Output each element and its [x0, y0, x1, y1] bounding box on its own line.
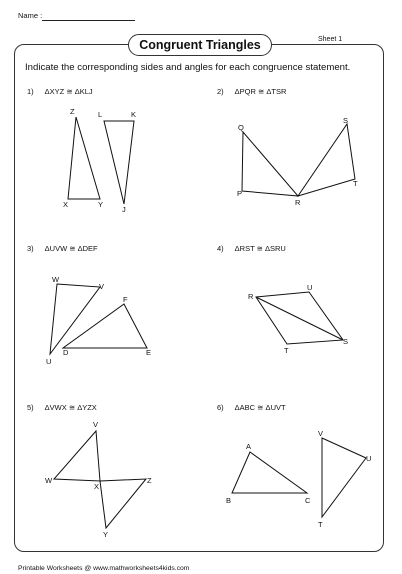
- sheet-number: Sheet 1: [318, 36, 343, 43]
- vertex-label: R: [248, 292, 254, 301]
- triangle-xyz: [68, 117, 100, 199]
- vertex-label: F: [123, 295, 128, 304]
- name-label: Name :: [18, 11, 43, 20]
- vertex-label: C: [305, 496, 311, 505]
- vertex-label: T: [353, 179, 358, 188]
- congruence-statement: ΔABC ≅ ΔUVT: [234, 403, 286, 412]
- congruence-statement: ΔXYZ ≅ ΔKLJ: [44, 87, 93, 96]
- triangle-vwx: [54, 431, 100, 481]
- vertex-label: U: [366, 454, 372, 463]
- triangle-klj: [104, 121, 134, 204]
- vertex-label: E: [146, 348, 152, 357]
- vertex-label: T: [318, 520, 323, 529]
- vertex-label: Y: [98, 200, 104, 209]
- vertex-label: R: [295, 198, 301, 207]
- vertex-label: S: [343, 116, 349, 125]
- footer-credit: Printable Worksheets @ www.mathworksheets4kids.com: [18, 565, 190, 572]
- figure-5: [45, 420, 152, 539]
- vertex-label: T: [284, 346, 289, 355]
- figure-3: [46, 275, 151, 366]
- vertex-label: Y: [103, 530, 109, 539]
- triangle-uvw: [50, 284, 100, 354]
- figure-1: [63, 107, 136, 214]
- vertex-label: U: [307, 283, 313, 292]
- worksheet-title: Congruent Triangles: [128, 34, 272, 56]
- congruence-statement: ΔUVW ≅ ΔDEF: [44, 244, 98, 253]
- vertex-label: W: [52, 275, 60, 284]
- vertex-label: D: [63, 348, 69, 357]
- triangle-pqr: [242, 132, 298, 196]
- problem-number: 4): [217, 244, 224, 253]
- congruence-statement: ΔVWX ≅ ΔYZX: [44, 403, 97, 412]
- vertex-label: J: [122, 205, 126, 214]
- problem-number: 2): [217, 87, 224, 96]
- problem-number: 1): [27, 87, 34, 96]
- vertex-label: S: [343, 337, 349, 346]
- congruence-statement: ΔPQR ≅ ΔTSR: [234, 87, 287, 96]
- problem-number: 6): [217, 403, 224, 412]
- triangle-yzx: [100, 479, 146, 528]
- vertex-label: Z: [70, 107, 75, 116]
- vertex-label: A: [246, 442, 252, 451]
- figure-2: [237, 116, 358, 207]
- vertex-label: X: [63, 200, 69, 209]
- vertex-label: Z: [147, 476, 152, 485]
- triangle-abc: [232, 452, 307, 493]
- triangle-uvt: [322, 438, 366, 517]
- figure-4: [248, 283, 348, 355]
- figure-6: [226, 429, 371, 529]
- vertex-label: L: [98, 110, 103, 119]
- congruence-statement: ΔRST ≅ ΔSRU: [234, 244, 286, 253]
- vertex-label: V: [318, 429, 324, 438]
- vertex-label: W: [45, 476, 53, 485]
- instructions: Indicate the corresponding sides and angles for each congruence statement.: [25, 62, 351, 73]
- vertex-label: V: [93, 420, 99, 429]
- problem-number: 5): [27, 403, 34, 412]
- vertex-label: Q: [238, 123, 244, 132]
- vertex-label: P: [237, 189, 243, 198]
- triangle-tsr: [298, 124, 355, 196]
- triangle-def: [63, 304, 147, 348]
- vertex-label: X: [94, 482, 100, 491]
- problem-number: 3): [27, 244, 34, 253]
- vertex-label: K: [131, 110, 137, 119]
- vertex-label: U: [46, 357, 52, 366]
- vertex-label: V: [99, 282, 105, 291]
- vertex-label: B: [226, 496, 232, 505]
- diagonal-rs: [256, 297, 343, 340]
